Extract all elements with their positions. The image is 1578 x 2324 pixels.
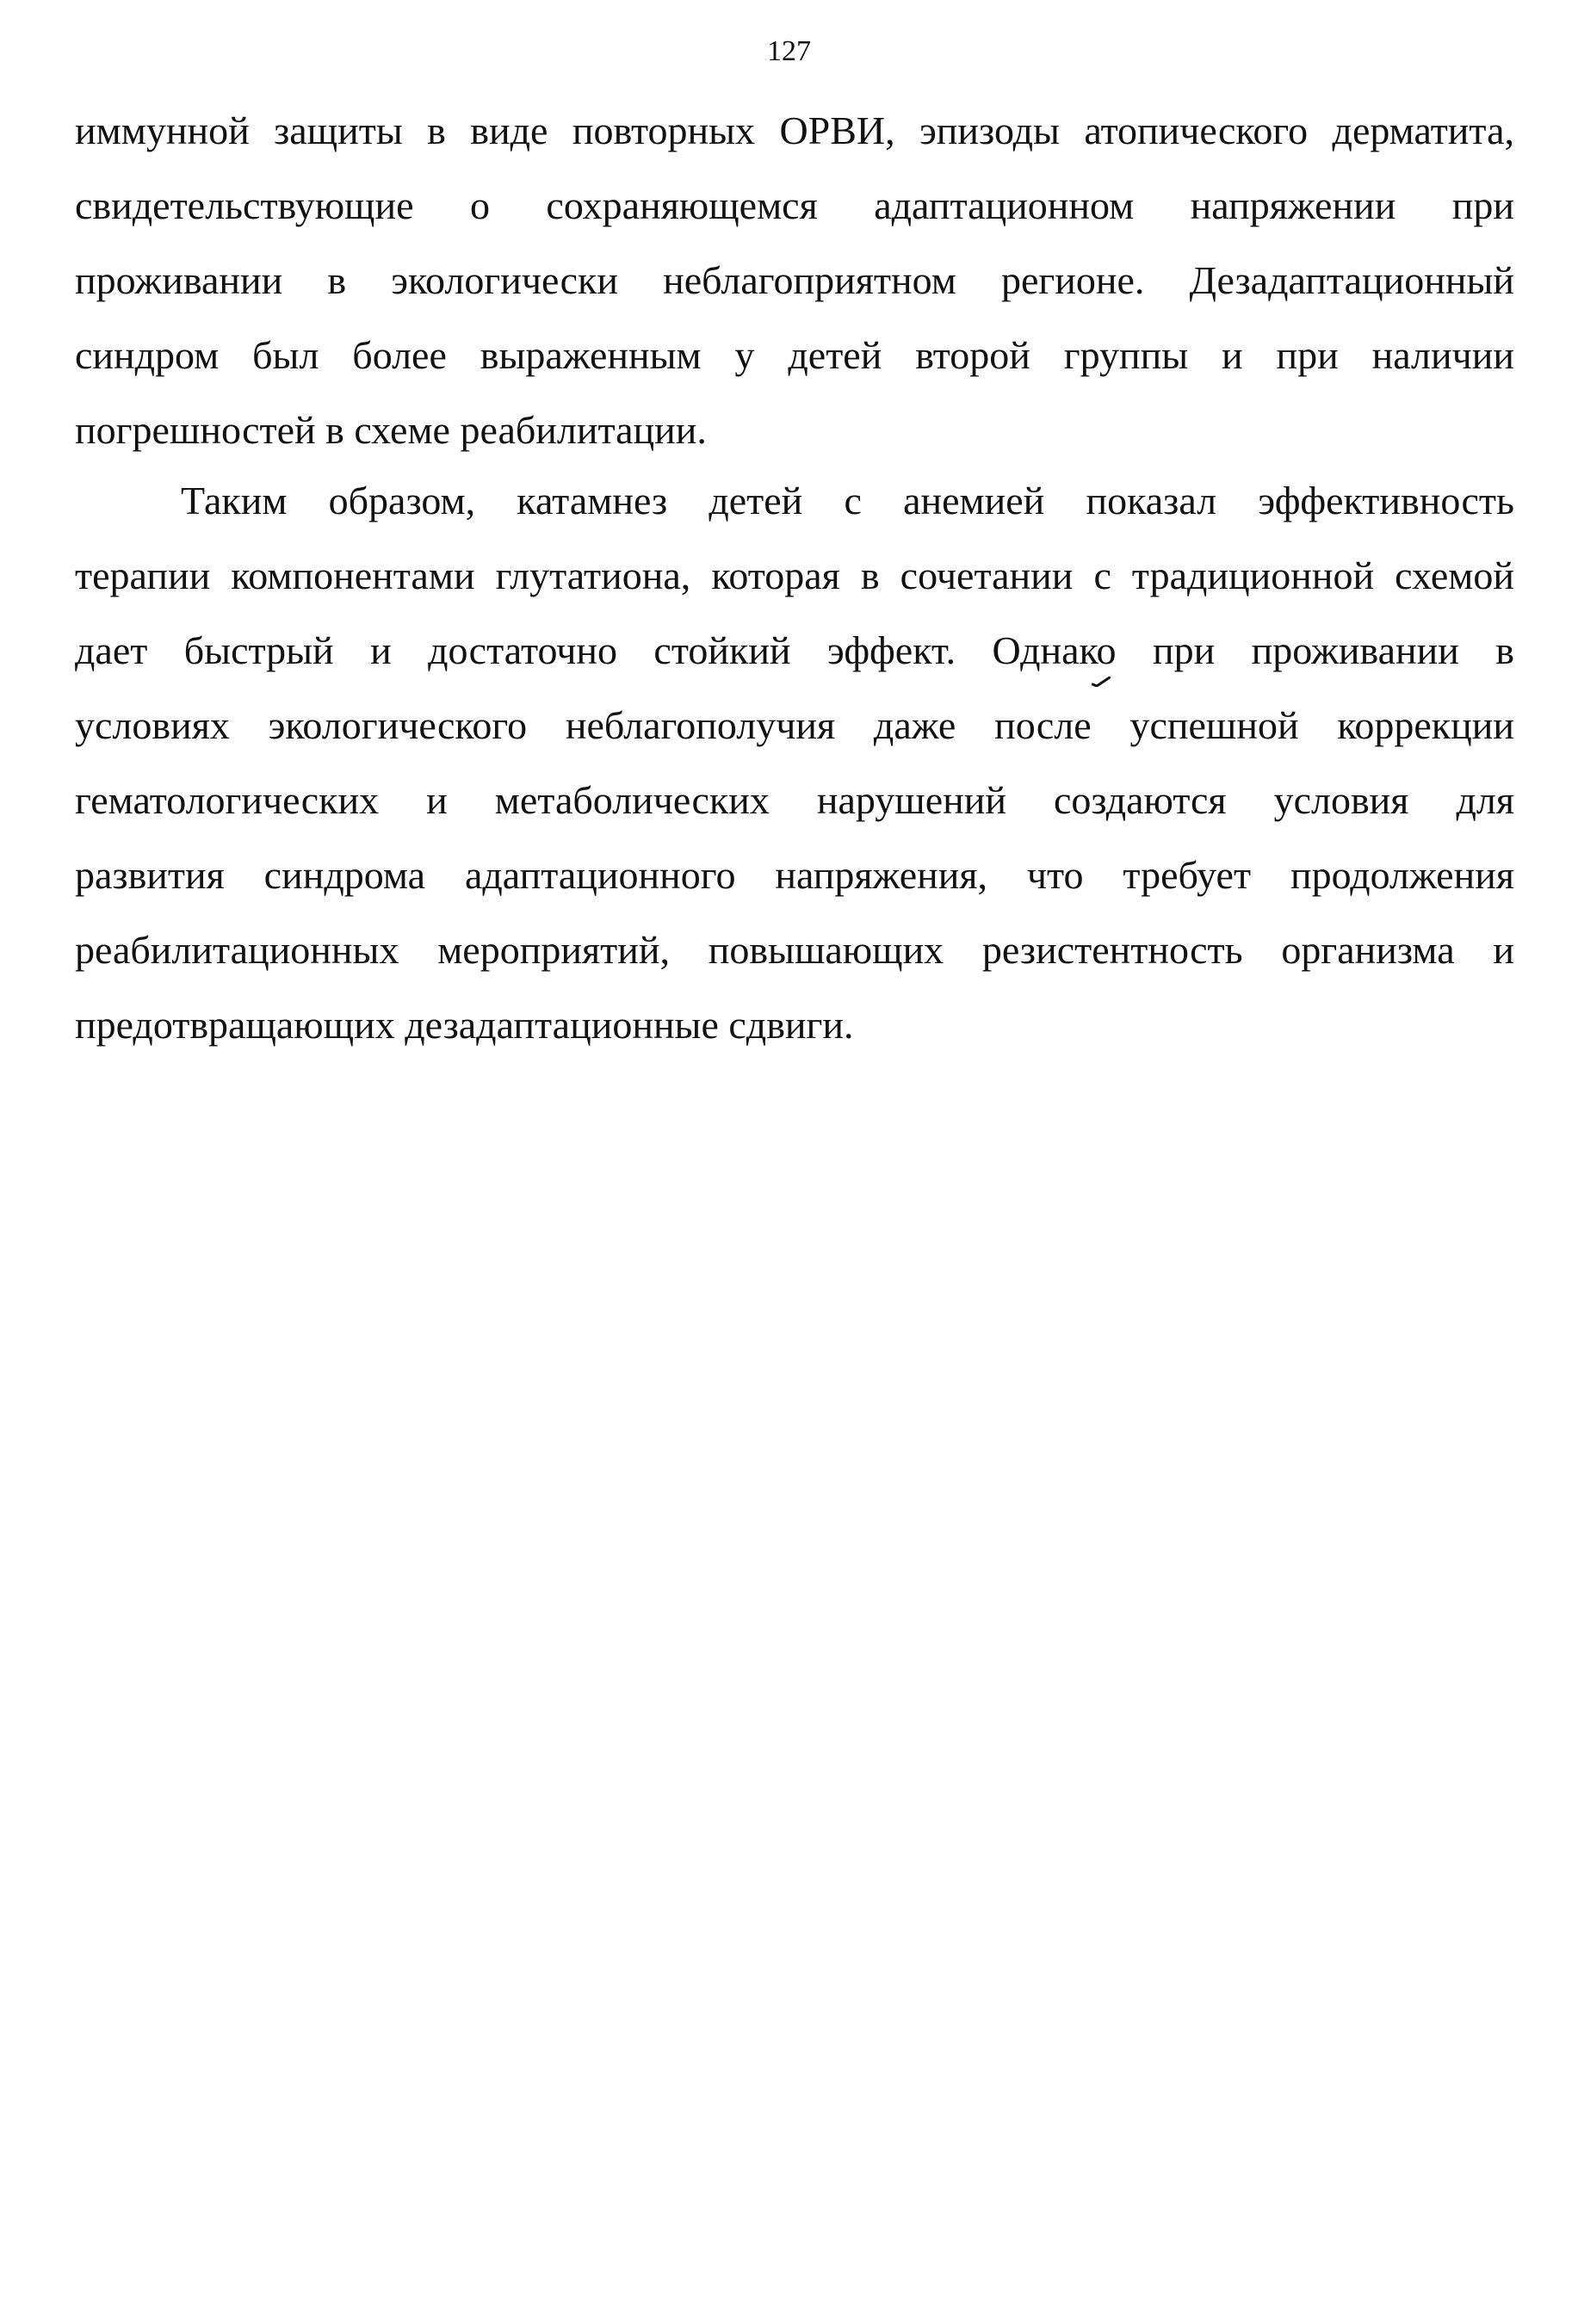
- text-line: гематологических и метаболических нарушений создаются условия для: [75, 778, 1514, 822]
- paragraph-1: [75, 93, 1514, 467]
- text-line: развития синдрома адаптационного напряжения, что требует продолжения: [75, 853, 1514, 897]
- text-line: проживании в экологически неблагоприятном регионе. Дезадаптационный: [75, 258, 1514, 302]
- text-line: Таким образом, катамнез детей с анемией показал эффективность: [181, 479, 1514, 522]
- text-line: условиях экологического неблагополучия даже после успешной коррекции: [75, 703, 1514, 747]
- text-line: предотвращающих дезадаптационные сдвиги.: [75, 1003, 854, 1047]
- text-line: свидетельствующие о сохраняющемся адаптационном напряжении при: [75, 183, 1514, 227]
- page-number: 127: [767, 35, 811, 67]
- text-line: терапии компонентами глутатиона, которая в сочетании с традиционной схемой: [75, 553, 1514, 597]
- text-line: погрешностей в схеме реабилитации.: [75, 408, 707, 452]
- text-line: иммунной защиты в виде повторных ОРВИ, эпизоды атопического дерматита,: [75, 108, 1514, 152]
- text-line: синдром был более выраженным у детей второй группы и при наличии: [75, 333, 1514, 377]
- paragraph-2: [75, 463, 1514, 1062]
- text-line: реабилитационных мероприятий, повышающих резистентность организма и: [75, 928, 1514, 972]
- text-line: дает быстрый и достаточно стойкий эффект. Однако при проживании в: [75, 628, 1514, 672]
- pen-tick-mark: [1092, 677, 1111, 687]
